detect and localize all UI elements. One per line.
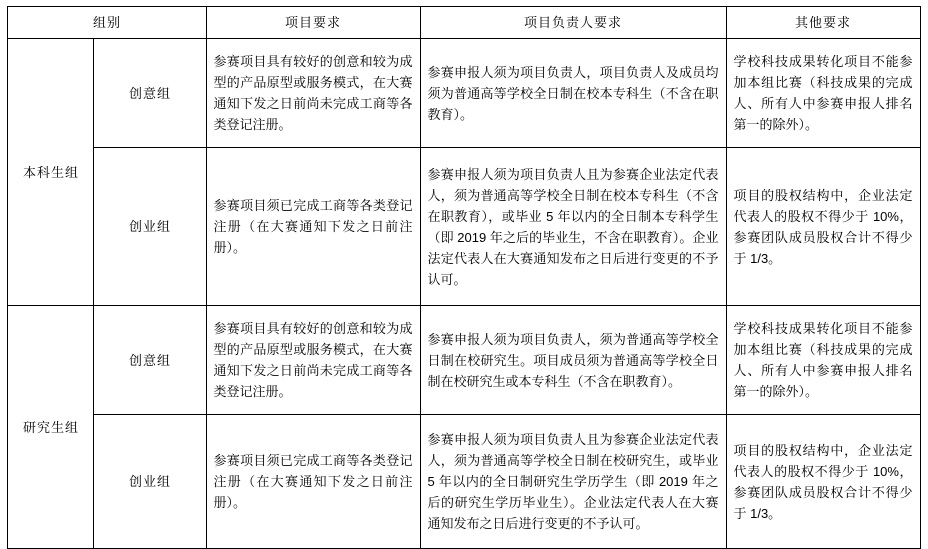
table-row	[8, 148, 920, 306]
subgroup-label-startup: 创业组	[94, 415, 206, 549]
project-requirement-cell: 参赛项目须已完成工商等各类登记注册（在大赛通知下发之日前注册）。	[206, 415, 420, 549]
column-header-project: 项目要求	[206, 7, 420, 39]
leader-requirement-cell: 参赛申报人须为项目负责人且为参赛企业法定代表人，须为普通高等学校全日制在校本专科生（不含在职教育），或毕业 5 年以内的全日制本专科学生（即 2019 年之后的毕业生，不含在职教育）。企业法定代表人在大赛通知发布之日后进行变更的不予认可。	[420, 148, 726, 306]
competition-requirements-table	[7, 6, 920, 549]
other-requirement-cell: 项目的股权结构中，企业法定代表人的股权不得少于 10%，参赛团队成员股权合计不得少于 1/3。	[726, 148, 920, 306]
column-header-group: 组别	[8, 7, 206, 39]
other-requirement-cell: 学校科技成果转化项目不能参加本组比赛（科技成果的完成人、所有人中参赛申报人排名第一的除外）。	[726, 39, 920, 148]
table-row	[8, 415, 920, 549]
subgroup-label-startup: 创业组	[94, 148, 206, 306]
project-requirement-cell: 参赛项目具有较好的创意和较为成型的产品原型或服务模式，在大赛通知下发之日前尚未完成工商等各类登记注册。	[206, 306, 420, 415]
column-header-other: 其他要求	[726, 7, 920, 39]
group-label-graduate: 研究生组	[8, 306, 94, 549]
project-requirement-cell: 参赛项目须已完成工商等各类登记注册（在大赛通知下发之日前注册）。	[206, 148, 420, 306]
leader-requirement-cell: 参赛申报人须为项目负责人且为参赛企业法定代表人，须为普通高等学校全日制在校研究生，或毕业 5 年以内的全日制研究生学历学生（即 2019 年之后的研究生学历毕业生）。企业法定代表人在大赛通知发布之日后进行变更的不予认可。	[420, 415, 726, 549]
leader-requirement-cell: 参赛申报人须为项目负责人，须为普通高等学校全日制在校研究生。项目成员须为普通高等学校全日制在校研究生或本专科生（不含在职教育）。	[420, 306, 726, 415]
table-header-row	[8, 7, 920, 39]
group-label-undergraduate: 本科生组	[8, 39, 94, 306]
subgroup-label-idea: 创意组	[94, 39, 206, 148]
column-header-leader: 项目负责人要求	[420, 7, 726, 39]
table-header	[8, 7, 920, 39]
table-row	[8, 39, 920, 148]
subgroup-label-idea: 创意组	[94, 306, 206, 415]
table-row	[8, 306, 920, 415]
other-requirement-cell: 项目的股权结构中，企业法定代表人的股权不得少于 10%，参赛团队成员股权合计不得少于 1/3。	[726, 415, 920, 549]
other-requirement-cell: 学校科技成果转化项目不能参加本组比赛（科技成果的完成人、所有人中参赛申报人排名第一的除外）。	[726, 306, 920, 415]
table-body	[8, 39, 920, 549]
project-requirement-cell: 参赛项目具有较好的创意和较为成型的产品原型或服务模式，在大赛通知下发之日前尚未完成工商等各类登记注册。	[206, 39, 420, 148]
leader-requirement-cell: 参赛申报人须为项目负责人，项目负责人及成员均须为普通高等学校全日制在校本专科生（不含在职教育）。	[420, 39, 726, 148]
